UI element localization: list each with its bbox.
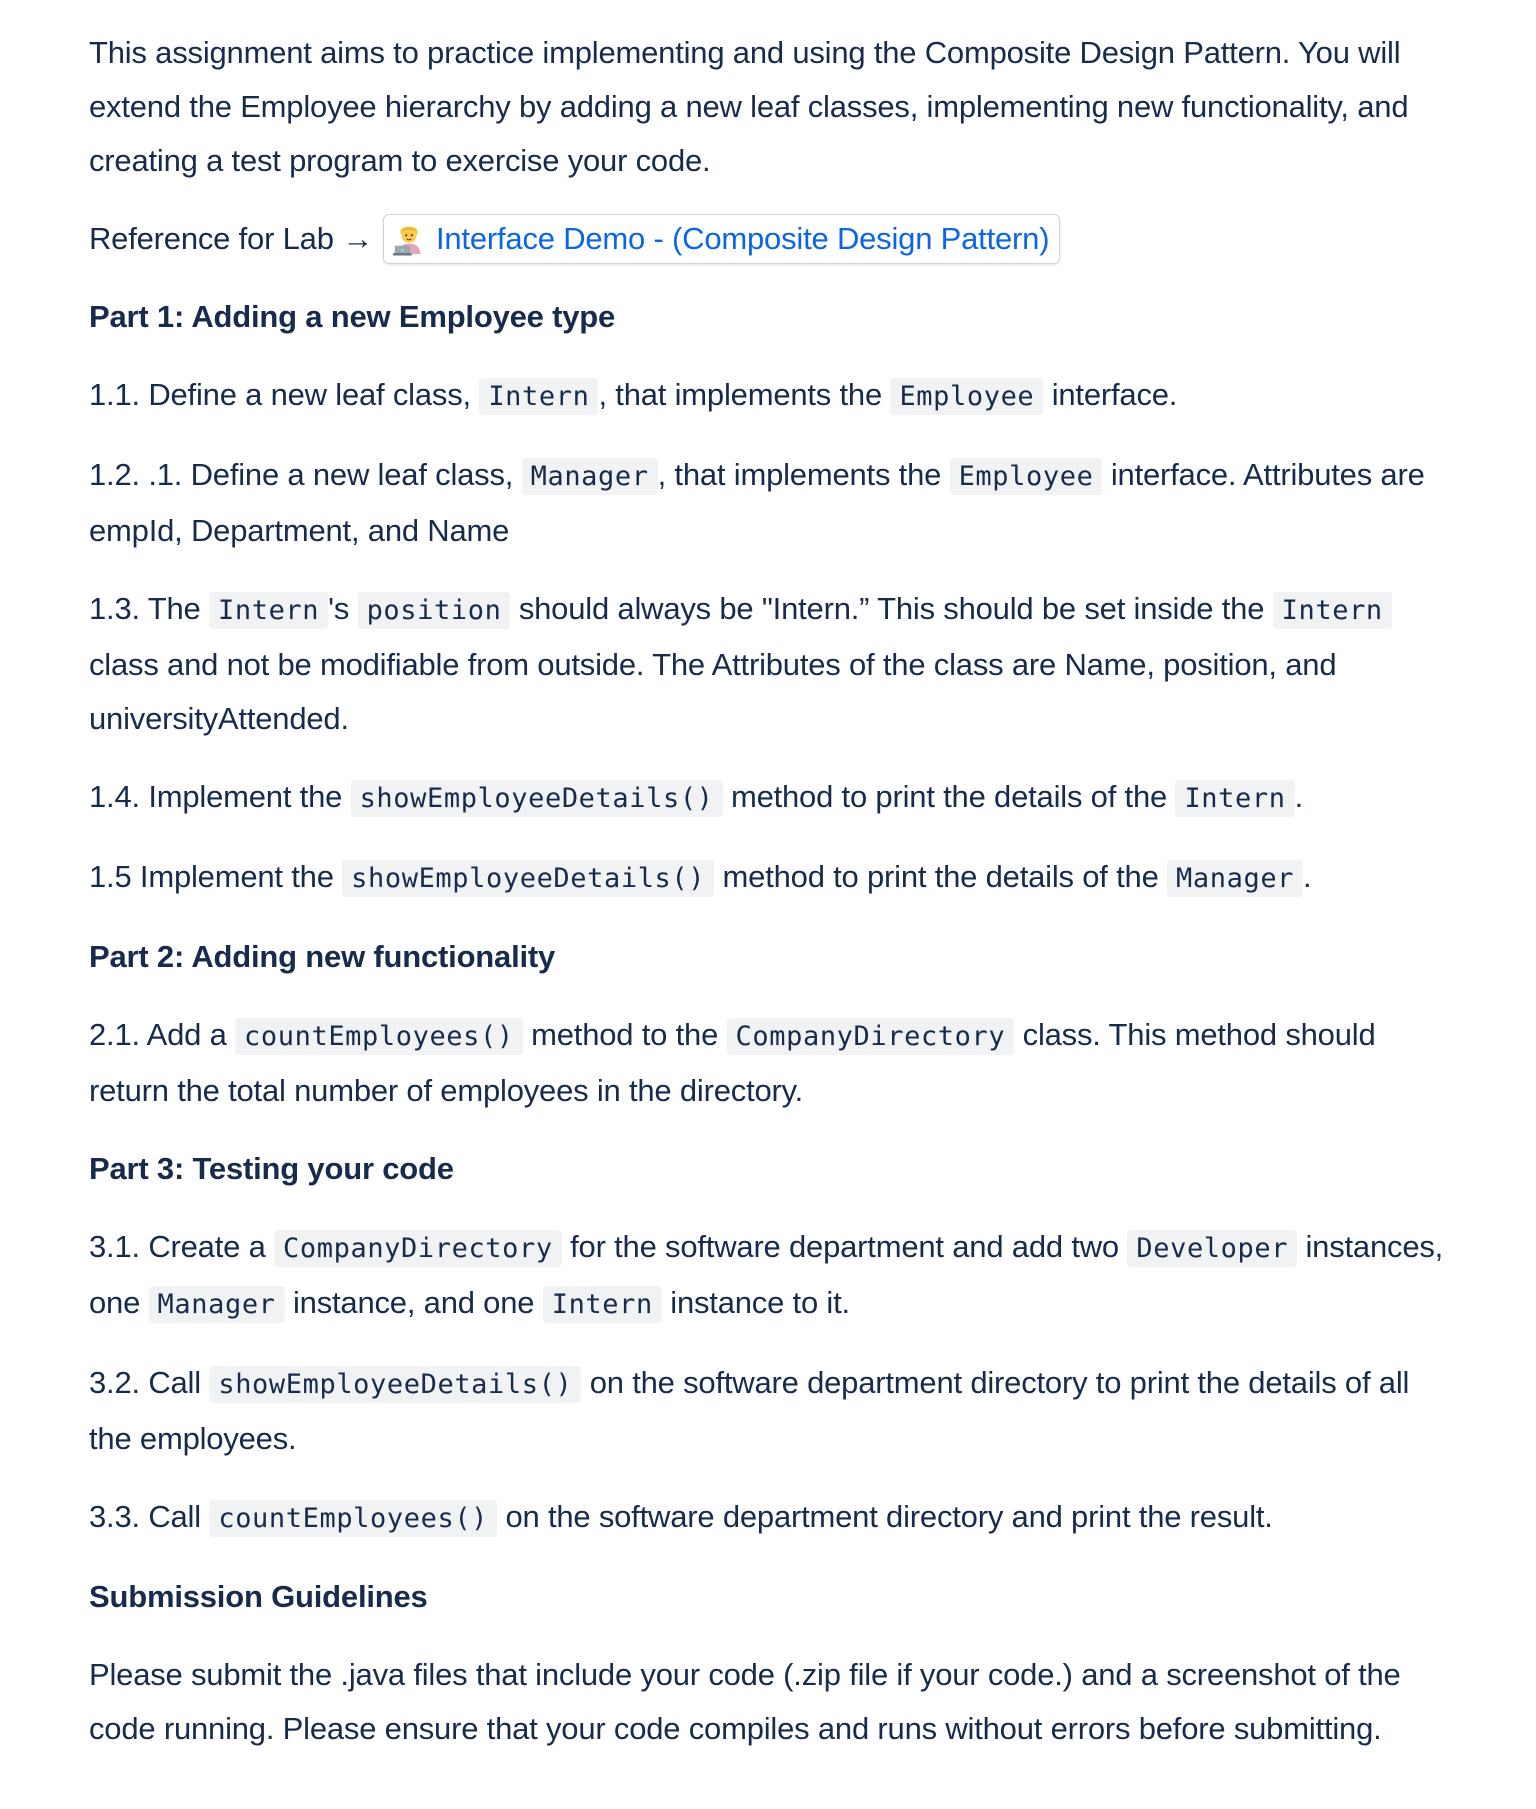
code-manager: Manager (522, 458, 658, 495)
code-intern: Intern (1273, 592, 1392, 629)
part2-heading: Part 2: Adding new functionality (89, 939, 556, 974)
step-1-5: 1.5 Implement the showEmployeeDetails() method to print the details of the Manager . (89, 850, 1459, 906)
code-company-directory: CompanyDirectory (274, 1230, 562, 1267)
code-intern: Intern (479, 378, 598, 415)
step-3-1: 3.1. Create a CompanyDirectory for the software department and add two Developer instances, one Manager instance, and one Intern instance to it. (89, 1220, 1459, 1332)
part3-heading: Part 3: Testing your code (89, 1151, 454, 1186)
code-count-employees: countEmployees() (235, 1018, 523, 1055)
code-intern: Intern (1175, 780, 1294, 817)
reference-link-text: Interface Demo - (Composite Design Pattern) (435, 221, 1050, 256)
submission-heading: Submission Guidelines (89, 1579, 428, 1614)
code-position: position (358, 592, 511, 629)
code-intern: Intern (543, 1286, 662, 1323)
assignment-document (89, 26, 1459, 1780)
step-3-3: 3.3. Call countEmployees() on the software department directory and print the result. (89, 1490, 1459, 1546)
step-1-4: 1.4. Implement the showEmployeeDetails() method to print the details of the Intern . (89, 770, 1459, 826)
intro-paragraph: This assignment aims to practice implementing and using the Composite Design Pattern. You will extend the Employee hierarchy by adding a new leaf classes, implementing new functionality, and creating a test program to exercise your code. (89, 35, 1409, 178)
step-1-1: 1.1. Define a new leaf class, Intern , that implements the Employee interface. (89, 368, 1459, 424)
code-company-directory: CompanyDirectory (727, 1018, 1015, 1055)
code-manager: Manager (149, 1286, 285, 1323)
code-count-employees: countEmployees() (209, 1500, 497, 1537)
reference-line (89, 212, 1459, 266)
reference-label: Reference for Lab → (89, 221, 373, 256)
code-employee: Employee (890, 378, 1043, 415)
code-show-employee-details: showEmployeeDetails() (342, 860, 714, 897)
step-2-1: 2.1. Add a countEmployees() method to the CompanyDirectory class. This method should return the total number of employees in the directory. (89, 1017, 1376, 1108)
reference-smart-link[interactable] (383, 214, 1060, 264)
step-3-2: 3.2. Call showEmployeeDetails() on the software department directory to print the details of all the employees. (89, 1365, 1410, 1456)
technologist-icon (392, 222, 426, 256)
submission-text: Please submit the .java files that include your code (.zip file if your code.) and a screenshot of the code running. Please ensure that your code compiles and runs without errors before submitting. (89, 1657, 1401, 1746)
code-intern: Intern (209, 592, 328, 629)
step-1-2: 1.2. .1. Define a new leaf class, Manager , that implements the Employee interface. Attributes are empId, Department, and Name (89, 457, 1425, 548)
step-1-3: 1.3. The Intern 's position should always be "Intern.” This should be set inside the Intern class and not be modifiable from outside. The Attributes of the class are Name, position, and universityAttended. (89, 582, 1459, 746)
code-show-employee-details: showEmployeeDetails() (209, 1366, 581, 1403)
code-employee: Employee (950, 458, 1103, 495)
code-manager: Manager (1167, 860, 1303, 897)
code-developer: Developer (1127, 1230, 1297, 1267)
code-show-employee-details: showEmployeeDetails() (351, 780, 723, 817)
part1-heading: Part 1: Adding a new Employee type (89, 299, 616, 334)
